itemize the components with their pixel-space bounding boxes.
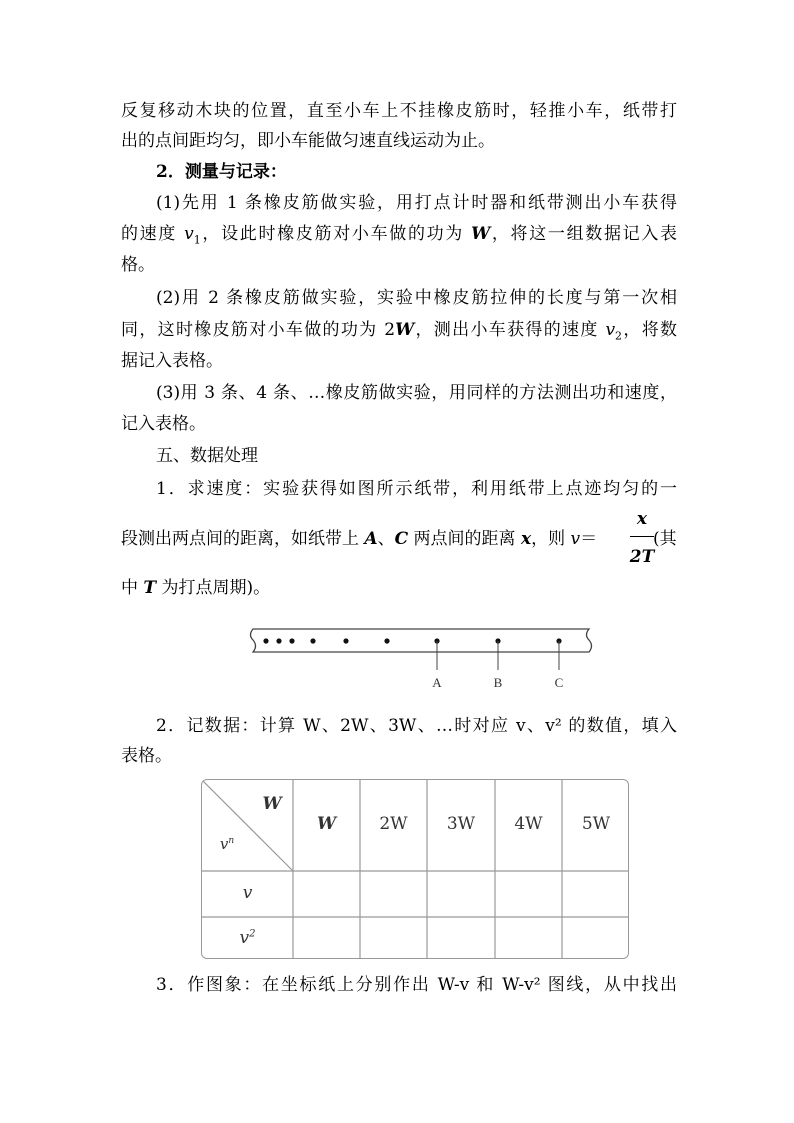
item2-line1: (2)用 2 条橡皮筋做实验，实验中橡皮筋拉伸的长度与第一次相 (156, 288, 677, 308)
label-a: A (432, 675, 442, 690)
item2-line2: 同，这时橡皮筋对小车做的功为 2W，测出小车获得的速度 $v_2$，将数 (121, 320, 678, 343)
tape-dot (276, 638, 281, 643)
section5-title: 五、数据处理 (156, 446, 258, 466)
paper-tape-figure (228, 610, 604, 704)
item1-line3: 格。 (121, 255, 155, 275)
tape-dot (263, 638, 268, 643)
step2-title: 2．测量与记录： (156, 162, 287, 182)
header-w4: 4W (514, 814, 543, 834)
para1-line1: 反复移动木块的位置，直至小车上不挂橡皮筋时，轻推小车，纸带打 (121, 101, 677, 121)
row-label-v2: $v^2$ (239, 928, 256, 948)
corner-header-w: W (262, 794, 282, 814)
label-b: B (493, 675, 503, 690)
label-c: C (554, 675, 564, 690)
fraction-bar (630, 536, 654, 537)
fraction-numerator: x (636, 509, 648, 529)
header-w2: 2W (379, 814, 408, 834)
item1-line1: (1)先用 1 条橡皮筋做实验，用打点计时器和纸带测出小车获得 (156, 193, 677, 213)
row-label-v: v (242, 883, 253, 903)
header-w5: 5W (581, 814, 611, 834)
header-w1: W (316, 814, 337, 834)
corner-header-v: $v^n$ (219, 835, 235, 853)
paper-tape (251, 629, 592, 652)
item3-line2: 记入表格。 (121, 414, 206, 434)
para1-line2: 出的点间距均匀，即小车能做匀速直线运动为止。 (121, 131, 495, 151)
data3-line1: 3．作图象：在坐标纸上分别作出 W-v 和 W-v² 图线，从中找出 (156, 975, 677, 995)
fraction-denominator: 2T (629, 547, 655, 567)
header-w3: 3W (446, 814, 476, 834)
item1-line2: 的速度 $v_1$，设此时橡皮筋对小车做的功为 W，将这一组数据记入表 (121, 224, 677, 247)
data-table (201, 779, 629, 959)
paper-tape-svg (228, 610, 604, 704)
tape-dot (384, 638, 389, 643)
data1-line3: 中 T 为打点周期)。 (121, 578, 271, 598)
data2-line2: 表格。 (121, 746, 172, 766)
data1-line2-end: (其 (653, 529, 677, 549)
tape-dot (343, 638, 348, 643)
tape-dot (310, 638, 315, 643)
item3-line1: (3)用 3 条、4 条、…橡皮筋做实验，用同样的方法测出功和速度， (156, 383, 677, 403)
item2-line3: 据记入表格。 (121, 351, 223, 371)
data1-line2: 段测出两点间的距离，如纸带上 A、C 两点间的距离 x，则 v＝ (121, 529, 598, 549)
tape-dot (289, 638, 294, 643)
data1-line1: 1．求速度：实验获得如图所示纸带，利用纸带上点迹均匀的一 (156, 479, 677, 499)
data2-line1: 2．记数据：计算 W、2W、3W、…时对应 v、v² 的数值，填入 (156, 716, 677, 736)
